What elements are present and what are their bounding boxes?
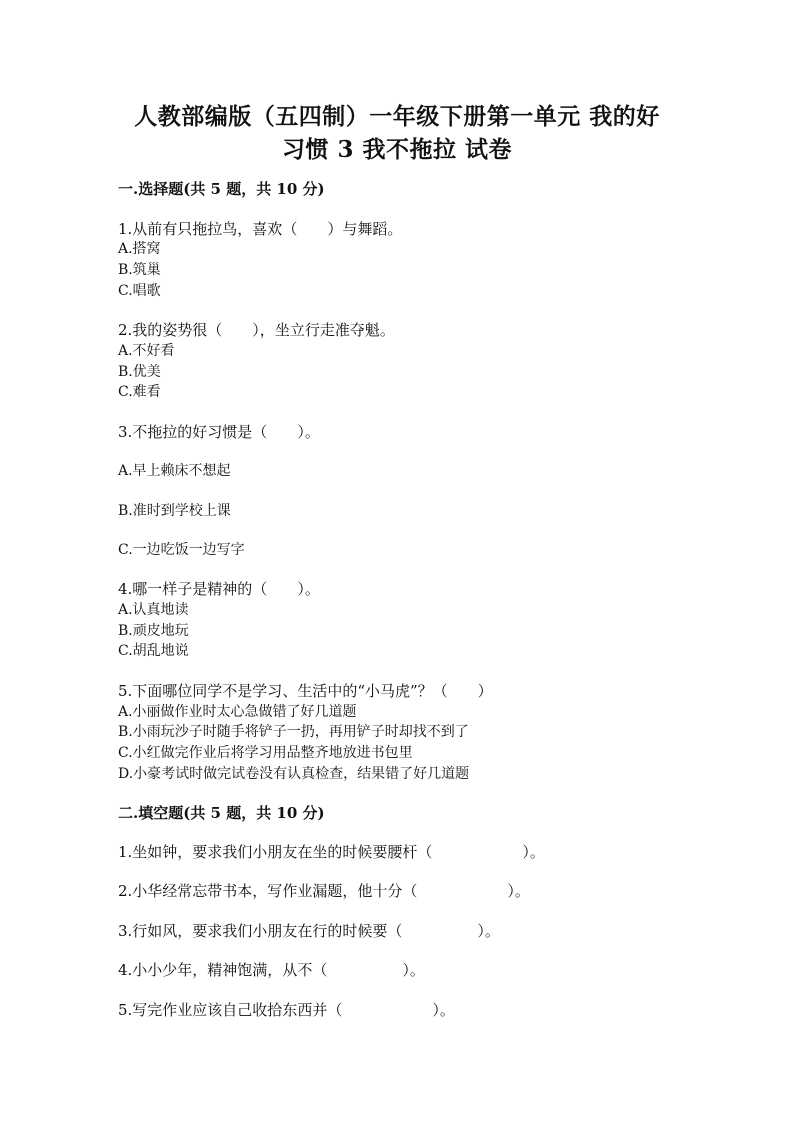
question-option: B.小雨玩沙子时随手将铲子一扔，再用铲子时却找不到了	[118, 724, 469, 740]
section-heading-choice: 一.选择题(共 5 题，共 10 分)	[118, 180, 325, 198]
question-stem: 2.我的姿势很（ ），坐立行走准夺魁。	[118, 321, 395, 339]
page-title-line-2: 习惯 3 我不拖拉 试卷	[281, 136, 513, 163]
question-option: B.优美	[118, 364, 161, 380]
fill-in-question: 5.写完作业应该自己收拾东西并（ ）。	[118, 1001, 455, 1019]
question-option: A.认真地读	[118, 602, 189, 618]
fill-in-question: 2.小华经常忘带书本，写作业漏题，他十分（ ）。	[118, 882, 530, 900]
question-option: A.搭窝	[118, 241, 161, 257]
page-title-line-1: 人教部编版（五四制）一年级下册第一单元 我的好	[134, 103, 660, 130]
question-option: B.顽皮地玩	[118, 623, 189, 639]
question-option: C.难看	[118, 384, 161, 400]
question-option: A.早上赖床不想起	[118, 463, 231, 479]
question-option: C.胡乱地说	[118, 643, 189, 659]
question-option: C.唱歌	[118, 283, 161, 299]
fill-in-question: 4.小小少年，精神饱满，从不（ ）。	[118, 961, 425, 979]
section-heading-fill-in: 二.填空题(共 5 题，共 10 分)	[118, 804, 325, 822]
question-option: D.小豪考试时做完试卷没有认真检查，结果错了好几道题	[118, 766, 470, 782]
question-option: C.小红做完作业后将学习用品整齐地放进书包里	[118, 745, 413, 761]
fill-in-question: 3.行如风，要求我们小朋友在行的时候要（ ）。	[118, 922, 500, 940]
question-option: B.准时到学校上课	[118, 503, 231, 519]
question-option: C.一边吃饭一边写字	[118, 542, 245, 558]
question-option: A.不好看	[118, 343, 175, 359]
question-option: A.小丽做作业时太心急做错了好几道题	[118, 704, 357, 720]
question-stem: 1.从前有只拖拉鸟，喜欢（ ）与舞蹈。	[118, 220, 403, 238]
question-stem: 5.下面哪位同学不是学习、生活中的“小马虎”？（ ）	[118, 682, 493, 700]
fill-in-question: 1.坐如钟，要求我们小朋友在坐的时候要腰杆（ ）。	[118, 843, 545, 861]
question-stem: 3.不拖拉的好习惯是（ ）。	[118, 423, 320, 441]
question-stem: 4.哪一样子是精神的（ ）。	[118, 580, 320, 598]
question-option: B.筑巢	[118, 262, 161, 278]
